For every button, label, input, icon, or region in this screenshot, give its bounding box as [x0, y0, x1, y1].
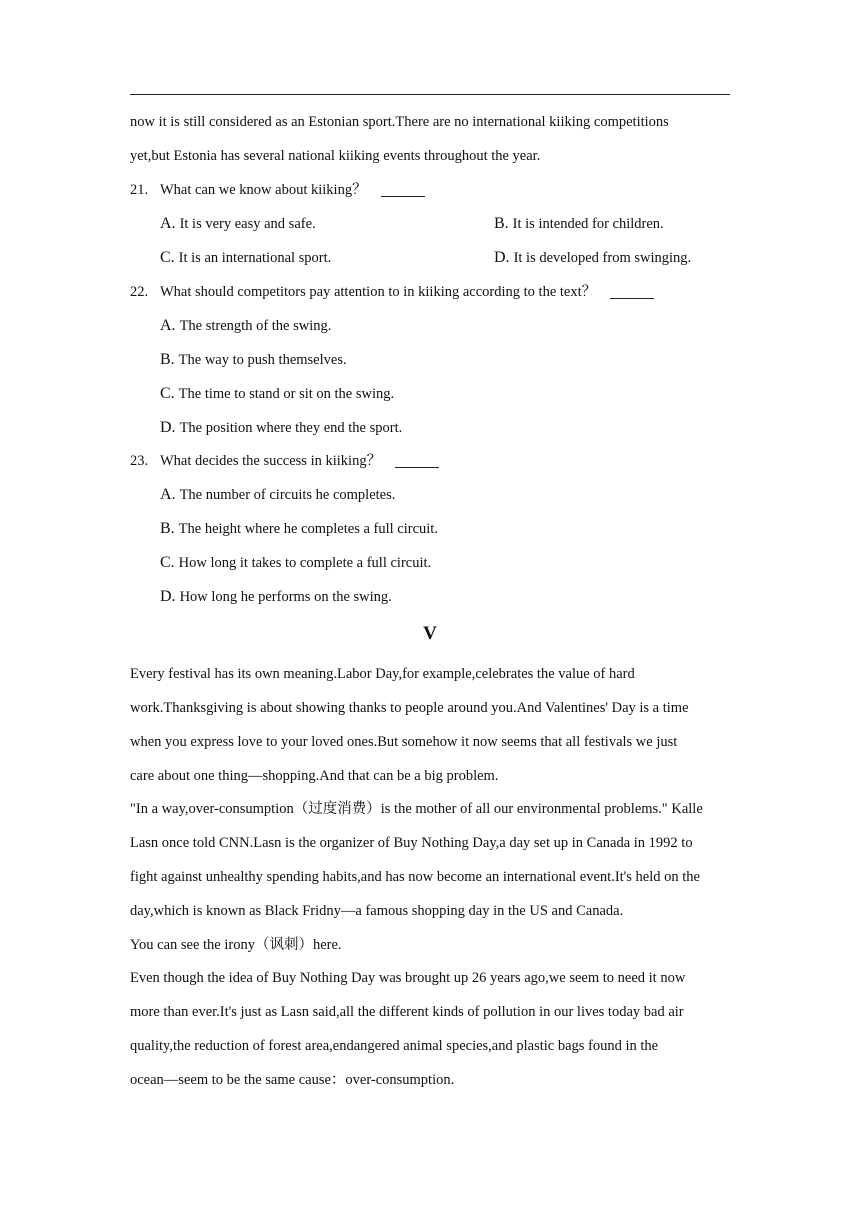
passage-line: quality,the reduction of forest area,endangered animal species,and plastic bags found in the: [130, 1038, 659, 1054]
option-d[interactable]: D. The position where they end the sport.: [160, 419, 403, 436]
passage-line: when you express love to your loved ones.But somehow it now seems that all festivals we just: [130, 734, 678, 750]
passage-line: Even though the idea of Buy Nothing Day was brought up 26 years ago,we seem to need it now: [130, 970, 686, 986]
passage-line: "In a way,over-consumption（过度消费）is the mother of all our environmental problems." Kalle: [130, 801, 703, 817]
intro-line-1: now it is still considered as an Estonian sport.There are no international kiiking competitions: [130, 114, 669, 130]
option-b[interactable]: B. It is intended for children.: [494, 215, 664, 232]
option-b[interactable]: B. The height where he completes a full circuit.: [160, 520, 438, 537]
passage-line: Every festival has its own meaning.Labor Day,for example,celebrates the value of hard: [130, 666, 635, 682]
passage-line: care about one thing—shopping.And that can be a big problem.: [130, 768, 499, 784]
passage-line: ocean—seem to be the same cause：over-consumption.: [130, 1072, 455, 1088]
option-b[interactable]: B. The way to push themselves.: [160, 351, 347, 368]
question-number: 22.: [130, 284, 149, 300]
passage-line: day,which is known as Black Fridny—a famous shopping day in the US and Canada.: [130, 903, 624, 919]
header-rule: [130, 94, 730, 95]
option-d[interactable]: D. How long he performs on the swing.: [160, 588, 392, 605]
option-c[interactable]: C. How long it takes to complete a full circuit.: [160, 554, 432, 571]
option-d[interactable]: D. It is developed from swinging.: [494, 249, 692, 266]
answer-blank[interactable]: [395, 453, 439, 468]
option-a[interactable]: A. It is very easy and safe.: [160, 215, 316, 232]
passage-line: Lasn once told CNN.Lasn is the organizer of Buy Nothing Day,a day set up in Canada in 1992 to: [130, 835, 693, 851]
option-a[interactable]: A. The number of circuits he completes.: [160, 486, 396, 503]
answer-blank[interactable]: [381, 182, 425, 197]
passage-line: more than ever.It's just as Lasn said,all the different kinds of pollution in our lives today bad air: [130, 1004, 684, 1020]
question-text: What decides the success in kiiking？: [160, 451, 439, 471]
answer-blank[interactable]: [610, 284, 654, 299]
section-heading: V: [423, 623, 437, 644]
question-number: 21.: [130, 182, 149, 198]
question-text: What should competitors pay attention to in kiiking according to the text？: [160, 282, 654, 302]
intro-line-2: yet,but Estonia has several national kiiking events throughout the year.: [130, 148, 541, 164]
passage-line: work.Thanksgiving is about showing thanks to people around you.And Valentines' Day is a time: [130, 700, 689, 716]
option-c[interactable]: C. It is an international sport.: [160, 249, 332, 266]
passage-line: fight against unhealthy spending habits,and has now become an international event.It's held on the: [130, 869, 700, 885]
passage-line: You can see the irony（讽刺）here.: [130, 937, 342, 953]
option-c[interactable]: C. The time to stand or sit on the swing.: [160, 385, 395, 402]
question-text: What can we know about kiiking？: [160, 180, 425, 200]
option-a[interactable]: A. The strength of the swing.: [160, 317, 332, 334]
question-number: 23.: [130, 453, 149, 469]
